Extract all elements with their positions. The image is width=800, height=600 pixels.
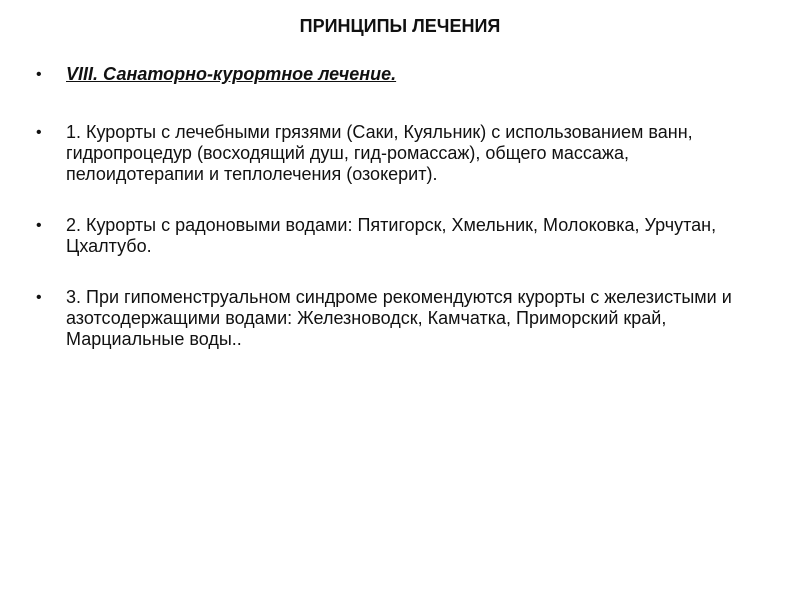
list-item-hypomenstrual <box>36 287 736 350</box>
bullet-list <box>36 64 736 350</box>
list-item-text: 1. Курорты с лечебными грязями (Саки, Куяльник) с использованием ванн, гидропроцедур (восходящий душ, гид-ромассаж), общего массажа, пелоидотерапии и теплолечения (озокерит). <box>66 122 693 184</box>
list-item-text: 2. Курорты с радоновыми водами: Пятигорск, Хмельник, Молоковка, Урчутан, Цхалтубо. <box>66 215 717 256</box>
list-item-heading <box>36 64 736 85</box>
bullet-icon: • <box>36 124 42 141</box>
bullet-icon: • <box>36 289 42 306</box>
bullet-icon: • <box>36 217 42 234</box>
list-item-radon-resorts <box>36 215 736 257</box>
slide-title: ПРИНЦИПЫ ЛЕЧЕНИЯ <box>299 16 501 36</box>
list-item-mud-resorts <box>36 122 736 185</box>
list-item-text: 3. При гипоменструальном синдроме рекомендуются курорты с железистыми и азотсодержащими водами: Железноводск, Камчатка, Приморский край, Марциальные воды.. <box>66 287 732 349</box>
section-heading: VIII. Санаторно-курортное лечение. <box>66 64 397 84</box>
bullet-icon: • <box>36 66 42 83</box>
